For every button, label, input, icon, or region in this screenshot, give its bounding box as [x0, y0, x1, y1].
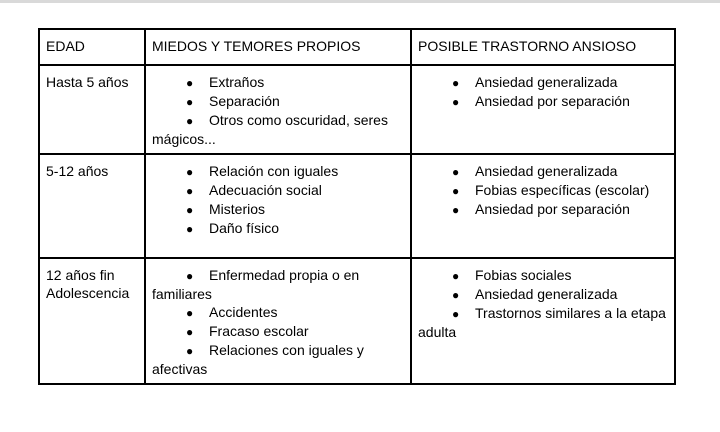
list-item-text: Accidentes — [209, 304, 278, 320]
list-item-text: Ansiedad generalizada — [475, 74, 618, 90]
list-item-text: Fobias específicas (escolar) — [475, 182, 650, 198]
list-item — [418, 200, 668, 219]
list-item-text: Otros como oscuridad, seres mágicos... — [152, 112, 388, 147]
list-item-text: Daño físico — [209, 220, 280, 236]
bullet-icon: ● — [186, 95, 194, 109]
bullet-icon: ● — [452, 165, 460, 179]
bullet-icon: ● — [186, 222, 194, 236]
bullet-icon: ● — [186, 306, 194, 320]
list-item — [152, 162, 404, 181]
list-item — [152, 219, 404, 238]
cell-miedos — [145, 65, 411, 154]
bullet-icon: ● — [452, 95, 460, 109]
bullet-icon: ● — [186, 325, 194, 339]
top-divider — [0, 0, 720, 3]
bullet-icon: ● — [186, 184, 194, 198]
miedos-list — [152, 73, 404, 148]
cell-miedos — [145, 154, 411, 258]
list-item — [418, 181, 668, 200]
list-item-text: Enfermedad propia o en familiares — [152, 267, 360, 302]
bullet-icon: ● — [452, 184, 460, 198]
bullet-icon: ● — [452, 269, 460, 283]
list-item-text: Relaciones con iguales y afectivas — [152, 342, 364, 377]
cell-miedos — [145, 258, 411, 384]
bullet-icon: ● — [186, 76, 194, 90]
header-edad: EDAD — [39, 29, 145, 65]
bullet-icon: ● — [452, 288, 460, 302]
trastornos-list — [418, 266, 668, 341]
cell-trastornos — [411, 258, 675, 384]
bullet-icon: ● — [452, 203, 460, 217]
bullet-icon: ● — [186, 344, 194, 358]
list-item — [418, 73, 668, 92]
table-header-row — [39, 29, 675, 65]
bullet-icon: ● — [186, 203, 194, 217]
cell-trastornos — [411, 65, 675, 154]
header-miedos: MIEDOS Y TEMORES PROPIOS — [145, 29, 411, 65]
list-item — [152, 73, 404, 92]
list-item — [152, 303, 404, 322]
list-item-text: Separación — [209, 93, 280, 109]
list-item — [152, 322, 404, 341]
cell-edad: 5-12 años — [39, 154, 145, 258]
trastornos-list — [418, 162, 668, 219]
cell-trastornos — [411, 154, 675, 258]
list-item-text: Fracaso escolar — [209, 323, 309, 339]
list-item-text: Ansiedad por separación — [475, 201, 630, 217]
header-trastorno: POSIBLE TRASTORNO ANSIOSO — [411, 29, 675, 65]
cell-edad: Hasta 5 años — [39, 65, 145, 154]
miedos-list — [152, 162, 404, 238]
list-item — [418, 162, 668, 181]
list-item — [152, 92, 404, 111]
bullet-icon: ● — [452, 307, 460, 321]
list-item — [152, 111, 404, 148]
list-item-text: Extraños — [209, 74, 265, 90]
cell-edad: 12 años fin Adolescencia — [39, 258, 145, 384]
list-item — [418, 285, 668, 304]
bullet-icon: ● — [452, 76, 460, 90]
list-item-text: Misterios — [209, 201, 266, 217]
list-item-text: Fobias sociales — [475, 267, 572, 283]
list-item — [152, 200, 404, 219]
anxiety-table — [38, 28, 676, 385]
bullet-icon: ● — [186, 269, 194, 283]
list-item — [152, 181, 404, 200]
table-row — [39, 258, 675, 384]
list-item — [418, 266, 668, 285]
table-row — [39, 65, 675, 154]
list-item-text: Ansiedad generalizada — [475, 286, 618, 302]
list-item-text: Adecuación social — [209, 182, 322, 198]
list-item-text: Ansiedad generalizada — [475, 163, 618, 179]
bullet-icon: ● — [186, 165, 194, 179]
bullet-icon: ● — [186, 114, 194, 128]
list-item-text: Trastornos similares a la etapa adulta — [418, 305, 666, 340]
list-item — [152, 341, 404, 378]
table-row — [39, 154, 675, 258]
list-item — [418, 304, 668, 341]
trastornos-list — [418, 73, 668, 111]
list-item — [418, 92, 668, 111]
list-item-text: Relación con iguales — [209, 163, 339, 179]
miedos-list — [152, 266, 404, 378]
list-item — [152, 266, 404, 303]
list-item-text: Ansiedad por separación — [475, 93, 630, 109]
